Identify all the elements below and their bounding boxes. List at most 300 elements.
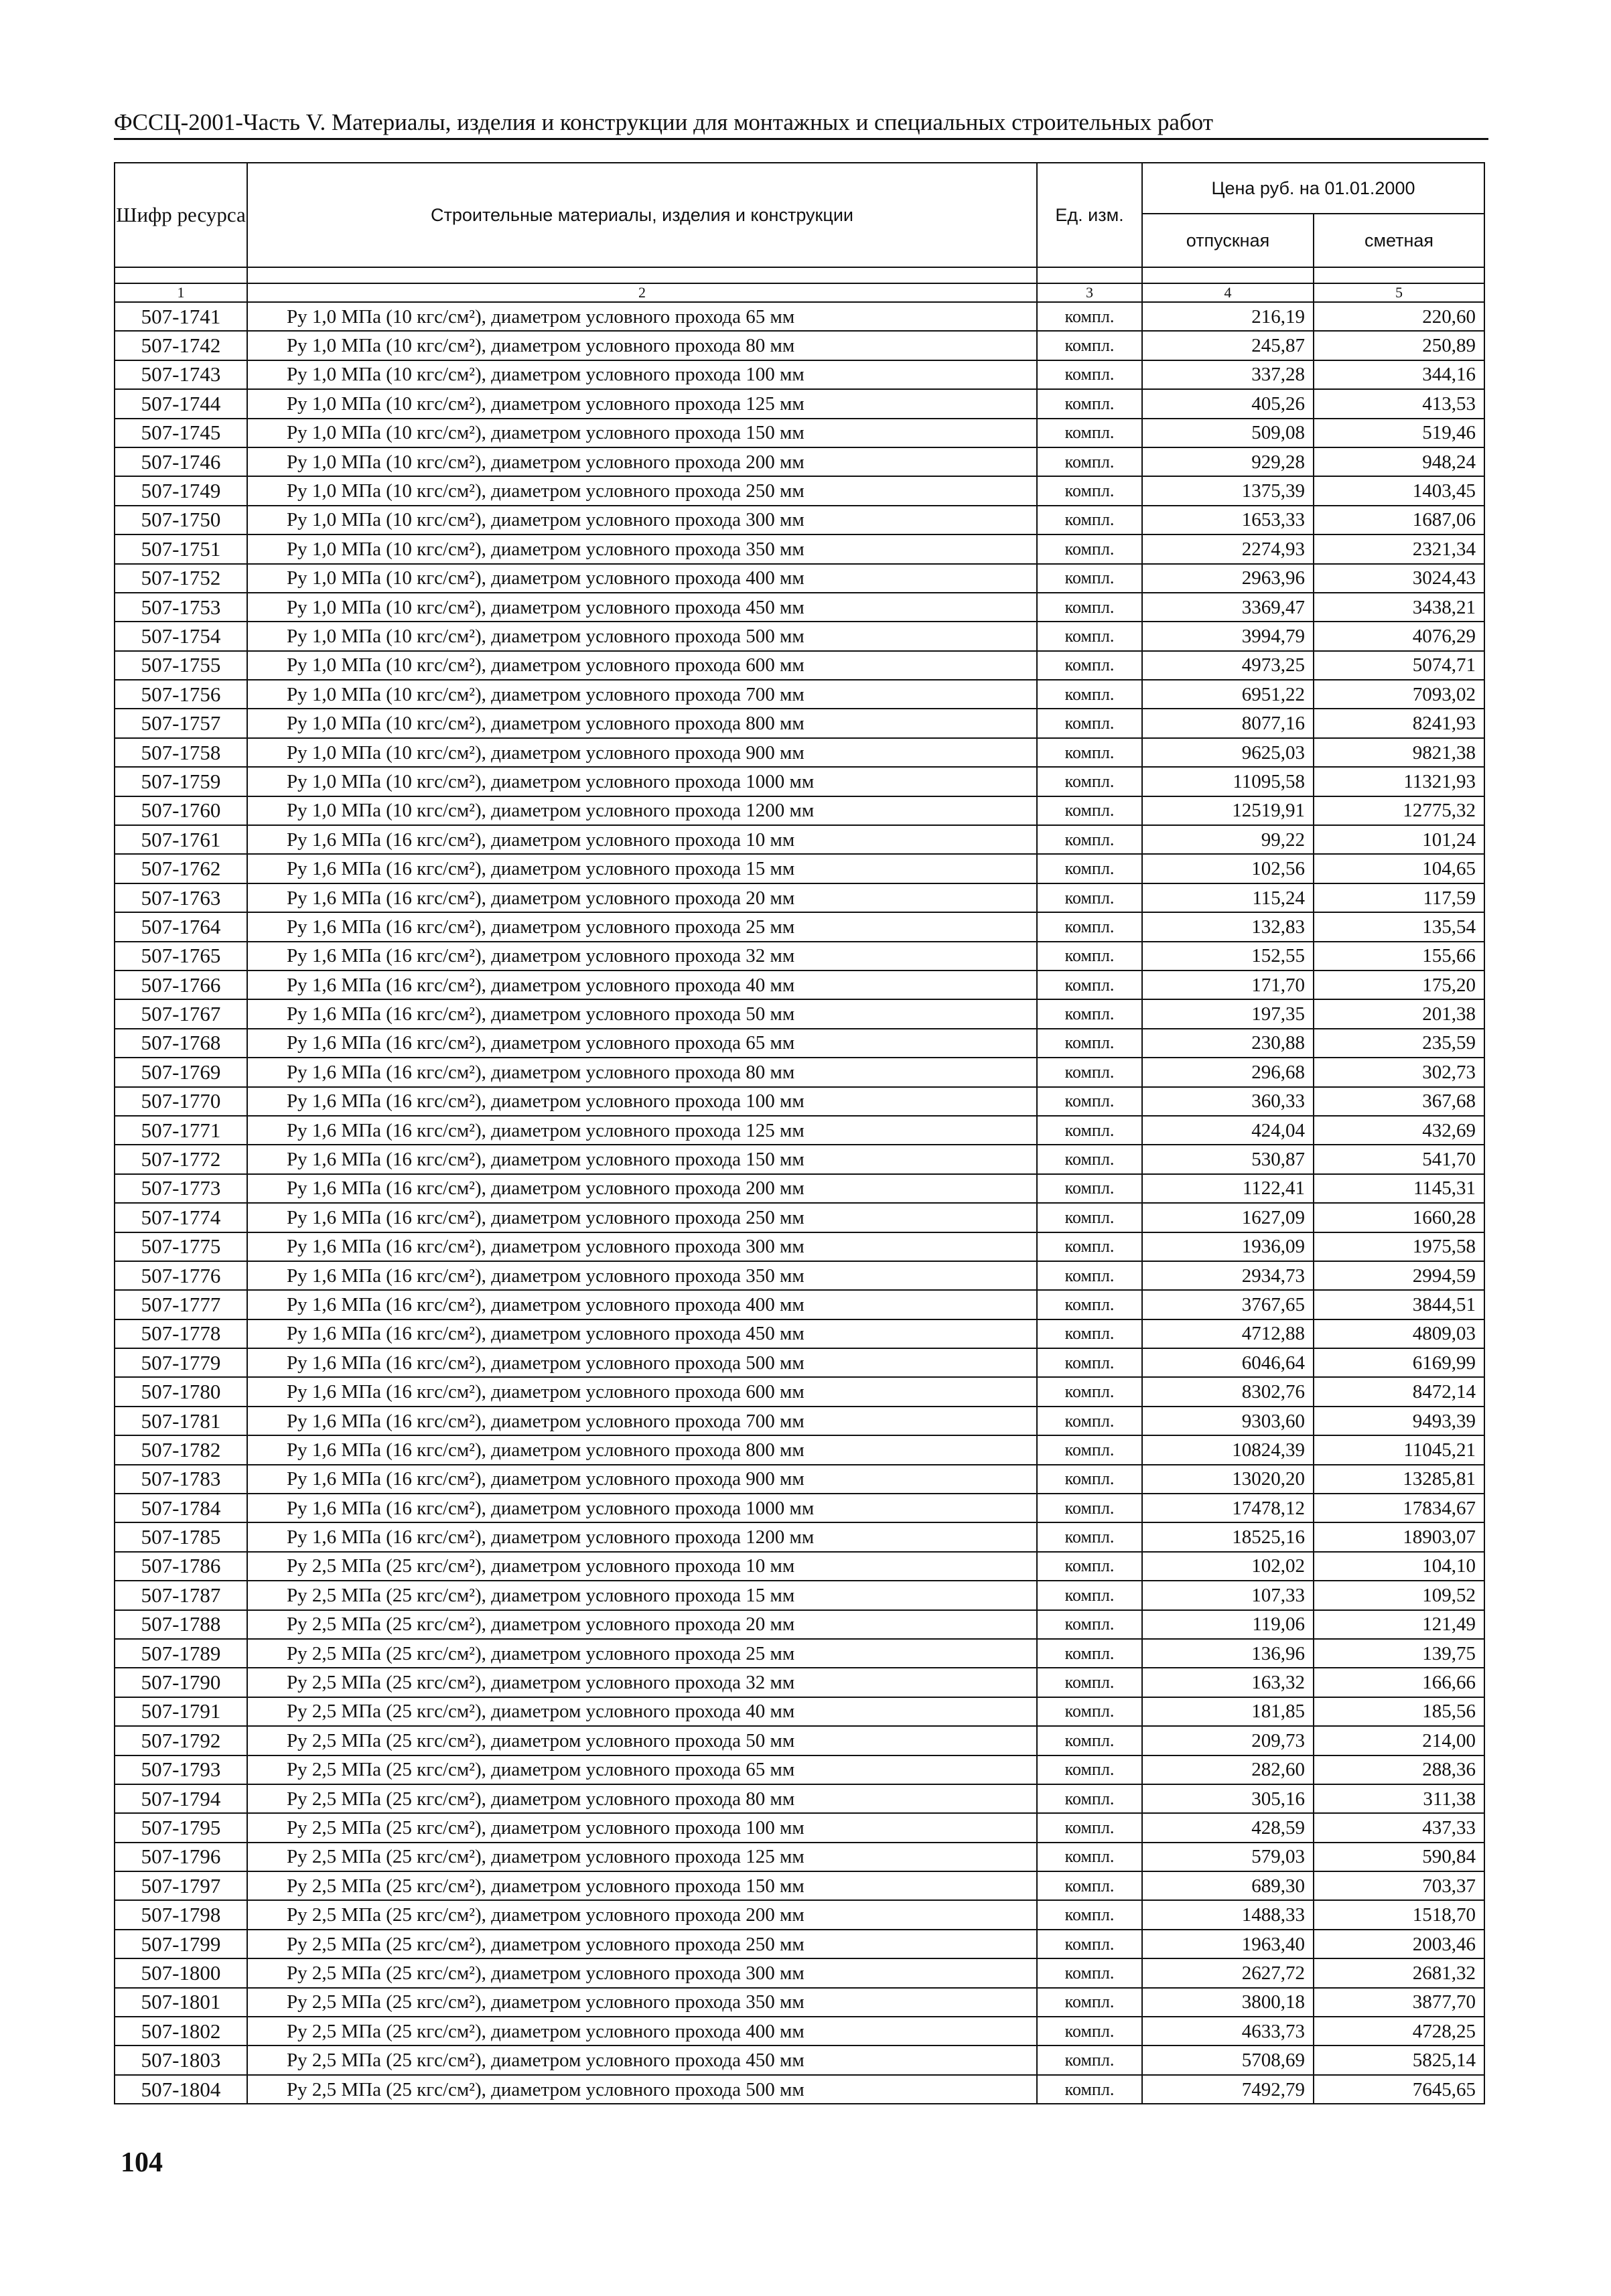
release-price-cell: 163,32: [1142, 1668, 1314, 1697]
description-cell: Ру 1,6 МПа (16 кгс/см²), диаметром условного прохода 300 мм: [247, 1232, 1037, 1261]
description-cell: Ру 1,0 МПа (10 кгс/см²), диаметром условного прохода 125 мм: [247, 389, 1037, 418]
release-price-cell: 6951,22: [1142, 680, 1314, 709]
unit-cell: компл.: [1037, 360, 1142, 389]
release-price-cell: 2934,73: [1142, 1261, 1314, 1290]
release-price-cell: 360,33: [1142, 1087, 1314, 1116]
release-price-cell: 509,08: [1142, 419, 1314, 447]
table-row: [115, 1435, 1484, 1464]
page-number: 104: [121, 2147, 163, 2178]
description-cell: Ру 1,0 МПа (10 кгс/см²), диаметром условного прохода 500 мм: [247, 622, 1037, 650]
table-row: [115, 1261, 1484, 1290]
header-rule: [114, 138, 1488, 140]
column-number-row: [115, 283, 1484, 302]
table-row: [115, 971, 1484, 999]
estimate-price-cell: 413,53: [1314, 389, 1484, 418]
release-price-cell: 3369,47: [1142, 593, 1314, 622]
description-cell: Ру 2,5 МПа (25 кгс/см²), диаметром условного прохода 100 мм: [247, 1813, 1037, 1842]
column-number: 2: [247, 283, 1037, 302]
release-price-cell: 2627,72: [1142, 1958, 1314, 1987]
table-row: [115, 2046, 1484, 2074]
release-price-cell: 1627,09: [1142, 1203, 1314, 1232]
estimate-price-cell: 109,52: [1314, 1581, 1484, 1609]
description-cell: Ру 1,6 МПа (16 кгс/см²), диаметром условного прохода 125 мм: [247, 1116, 1037, 1145]
release-price-cell: 3800,18: [1142, 1988, 1314, 2017]
description-cell: Ру 2,5 МПа (25 кгс/см²), диаметром условного прохода 200 мм: [247, 1900, 1037, 1929]
table-row: [115, 1348, 1484, 1377]
resource-code-cell: 507-1765: [115, 942, 247, 971]
unit-cell: компл.: [1037, 476, 1142, 505]
unit-cell: компл.: [1037, 1522, 1142, 1551]
table-row: [115, 999, 1484, 1028]
unit-cell: компл.: [1037, 767, 1142, 796]
release-price-cell: 9303,60: [1142, 1407, 1314, 1435]
resource-code-cell: 507-1795: [115, 1813, 247, 1842]
unit-cell: компл.: [1037, 680, 1142, 709]
unit-cell: компл.: [1037, 1290, 1142, 1319]
estimate-price-cell: 3024,43: [1314, 564, 1484, 593]
estimate-price-cell: 220,60: [1314, 302, 1484, 331]
estimate-price-cell: 344,16: [1314, 360, 1484, 389]
header-gap-row: [115, 267, 1484, 283]
table-row: [115, 1029, 1484, 1058]
estimate-price-cell: 13285,81: [1314, 1465, 1484, 1494]
resource-code-cell: 507-1800: [115, 1958, 247, 1987]
estimate-price-cell: 139,75: [1314, 1639, 1484, 1668]
estimate-price-cell: 104,65: [1314, 854, 1484, 883]
table-body: [115, 302, 1484, 2104]
release-price-cell: 7492,79: [1142, 2075, 1314, 2104]
unit-cell: компл.: [1037, 942, 1142, 971]
estimate-price-cell: 703,37: [1314, 1871, 1484, 1900]
document-header: ФССЦ-2001-Часть V. Материалы, изделия и конструкции для монтажных и специальных строительных работ: [114, 109, 1214, 135]
release-price-cell: 136,96: [1142, 1639, 1314, 1668]
column-number: 3: [1037, 283, 1142, 302]
header-code: Шифр ресурса: [115, 163, 247, 267]
estimate-price-cell: 3438,21: [1314, 593, 1484, 622]
release-price-cell: 1375,39: [1142, 476, 1314, 505]
unit-cell: компл.: [1037, 1145, 1142, 1173]
table-row: [115, 1726, 1484, 1755]
estimate-price-cell: 948,24: [1314, 447, 1484, 476]
table-row: [115, 1784, 1484, 1813]
resource-code-cell: 507-1762: [115, 854, 247, 883]
unit-cell: компл.: [1037, 1871, 1142, 1900]
estimate-price-cell: 135,54: [1314, 912, 1484, 941]
unit-cell: компл.: [1037, 1377, 1142, 1406]
release-price-cell: 296,68: [1142, 1058, 1314, 1086]
description-cell: Ру 2,5 МПа (25 кгс/см²), диаметром условного прохода 32 мм: [247, 1668, 1037, 1697]
unit-cell: компл.: [1037, 1668, 1142, 1697]
description-cell: Ру 1,6 МПа (16 кгс/см²), диаметром условного прохода 65 мм: [247, 1029, 1037, 1058]
estimate-price-cell: 11321,93: [1314, 767, 1484, 796]
estimate-price-cell: 2681,32: [1314, 1958, 1484, 1987]
description-cell: Ру 2,5 МПа (25 кгс/см²), диаметром условного прохода 150 мм: [247, 1871, 1037, 1900]
unit-cell: компл.: [1037, 2017, 1142, 2046]
resource-code-cell: 507-1794: [115, 1784, 247, 1813]
estimate-price-cell: 7645,65: [1314, 2075, 1484, 2104]
description-cell: Ру 1,6 МПа (16 кгс/см²), диаметром условного прохода 1000 мм: [247, 1494, 1037, 1522]
estimate-price-cell: 117,59: [1314, 883, 1484, 912]
unit-cell: компл.: [1037, 1726, 1142, 1755]
release-price-cell: 579,03: [1142, 1843, 1314, 1871]
estimate-price-cell: 437,33: [1314, 1813, 1484, 1842]
resource-code-cell: 507-1750: [115, 506, 247, 534]
estimate-price-cell: 9821,38: [1314, 738, 1484, 767]
estimate-price-cell: 214,00: [1314, 1726, 1484, 1755]
release-price-cell: 2274,93: [1142, 534, 1314, 563]
table-row: [115, 1522, 1484, 1551]
table-row: [115, 534, 1484, 563]
table-row: [115, 419, 1484, 447]
unit-cell: компл.: [1037, 1988, 1142, 2017]
estimate-price-cell: 1145,31: [1314, 1174, 1484, 1203]
resource-code-cell: 507-1783: [115, 1465, 247, 1494]
resource-code-cell: 507-1763: [115, 883, 247, 912]
description-cell: Ру 1,6 МПа (16 кгс/см²), диаметром условного прохода 100 мм: [247, 1087, 1037, 1116]
description-cell: Ру 1,6 МПа (16 кгс/см²), диаметром условного прохода 15 мм: [247, 854, 1037, 883]
release-price-cell: 424,04: [1142, 1116, 1314, 1145]
resource-code-cell: 507-1782: [115, 1435, 247, 1464]
release-price-cell: 119,06: [1142, 1610, 1314, 1639]
unit-cell: компл.: [1037, 883, 1142, 912]
unit-cell: компл.: [1037, 1843, 1142, 1871]
release-price-cell: 99,22: [1142, 825, 1314, 854]
resource-code-cell: 507-1757: [115, 709, 247, 737]
estimate-price-cell: 2994,59: [1314, 1261, 1484, 1290]
unit-cell: компл.: [1037, 1116, 1142, 1145]
estimate-price-cell: 4809,03: [1314, 1319, 1484, 1348]
description-cell: Ру 2,5 МПа (25 кгс/см²), диаметром условного прохода 450 мм: [247, 2046, 1037, 2074]
unit-cell: компл.: [1037, 389, 1142, 418]
unit-cell: компл.: [1037, 2046, 1142, 2074]
release-price-cell: 10824,39: [1142, 1435, 1314, 1464]
table-row: [115, 709, 1484, 737]
description-cell: Ру 1,6 МПа (16 кгс/см²), диаметром условного прохода 500 мм: [247, 1348, 1037, 1377]
resource-code-cell: 507-1749: [115, 476, 247, 505]
column-number: 5: [1314, 283, 1484, 302]
table-row: [115, 2075, 1484, 2104]
unit-cell: компл.: [1037, 593, 1142, 622]
release-price-cell: 12519,91: [1142, 796, 1314, 825]
resource-code-cell: 507-1755: [115, 651, 247, 680]
release-price-cell: 929,28: [1142, 447, 1314, 476]
table-row: [115, 680, 1484, 709]
description-cell: Ру 2,5 МПа (25 кгс/см²), диаметром условного прохода 20 мм: [247, 1610, 1037, 1639]
resource-code-cell: 507-1759: [115, 767, 247, 796]
description-cell: Ру 1,6 МПа (16 кгс/см²), диаметром условного прохода 600 мм: [247, 1377, 1037, 1406]
estimate-price-cell: 250,89: [1314, 331, 1484, 360]
resource-code-cell: 507-1788: [115, 1610, 247, 1639]
release-price-cell: 1488,33: [1142, 1900, 1314, 1929]
release-price-cell: 3767,65: [1142, 1290, 1314, 1319]
table-row: [115, 1174, 1484, 1203]
unit-cell: компл.: [1037, 1319, 1142, 1348]
resource-code-cell: 507-1752: [115, 564, 247, 593]
resource-code-cell: 507-1773: [115, 1174, 247, 1203]
resource-code-cell: 507-1779: [115, 1348, 247, 1377]
estimate-price-cell: 18903,07: [1314, 1522, 1484, 1551]
estimate-price-cell: 201,38: [1314, 999, 1484, 1028]
description-cell: Ру 1,0 МПа (10 кгс/см²), диаметром условного прохода 900 мм: [247, 738, 1037, 767]
description-cell: Ру 2,5 МПа (25 кгс/см²), диаметром условного прохода 50 мм: [247, 1726, 1037, 1755]
release-price-cell: 8302,76: [1142, 1377, 1314, 1406]
release-price-cell: 197,35: [1142, 999, 1314, 1028]
header-name: Строительные материалы, изделия и конструкции: [247, 163, 1037, 267]
table-row: [115, 1581, 1484, 1609]
resource-code-cell: 507-1781: [115, 1407, 247, 1435]
description-cell: Ру 1,6 МПа (16 кгс/см²), диаметром условного прохода 800 мм: [247, 1435, 1037, 1464]
unit-cell: компл.: [1037, 1755, 1142, 1784]
description-cell: Ру 2,5 МПа (25 кгс/см²), диаметром условного прохода 25 мм: [247, 1639, 1037, 1668]
table-row: [115, 1668, 1484, 1697]
description-cell: Ру 1,6 МПа (16 кгс/см²), диаметром условного прохода 350 мм: [247, 1261, 1037, 1290]
column-number: 4: [1142, 283, 1314, 302]
unit-cell: компл.: [1037, 1203, 1142, 1232]
release-price-cell: 102,02: [1142, 1552, 1314, 1581]
estimate-price-cell: 288,36: [1314, 1755, 1484, 1784]
estimate-price-cell: 8241,93: [1314, 709, 1484, 737]
resource-code-cell: 507-1743: [115, 360, 247, 389]
unit-cell: компл.: [1037, 709, 1142, 737]
release-price-cell: 1122,41: [1142, 1174, 1314, 1203]
estimate-price-cell: 185,56: [1314, 1697, 1484, 1726]
table-row: [115, 1145, 1484, 1173]
unit-cell: компл.: [1037, 2075, 1142, 2104]
estimate-price-cell: 3844,51: [1314, 1290, 1484, 1319]
description-cell: Ру 2,5 МПа (25 кгс/см²), диаметром условного прохода 40 мм: [247, 1697, 1037, 1726]
description-cell: Ру 1,6 МПа (16 кгс/см²), диаметром условного прохода 200 мм: [247, 1174, 1037, 1203]
estimate-price-cell: 367,68: [1314, 1087, 1484, 1116]
table-row: [115, 912, 1484, 941]
estimate-price-cell: 155,66: [1314, 942, 1484, 971]
estimate-price-cell: 175,20: [1314, 971, 1484, 999]
resource-code-cell: 507-1760: [115, 796, 247, 825]
estimate-price-cell: 6169,99: [1314, 1348, 1484, 1377]
resource-code-cell: 507-1770: [115, 1087, 247, 1116]
estimate-price-cell: 1975,58: [1314, 1232, 1484, 1261]
table-row: [115, 854, 1484, 883]
release-price-cell: 132,83: [1142, 912, 1314, 941]
table-row: [115, 1639, 1484, 1668]
description-cell: Ру 1,0 МПа (10 кгс/см²), диаметром условного прохода 80 мм: [247, 331, 1037, 360]
description-cell: Ру 1,0 МПа (10 кгс/см²), диаметром условного прохода 150 мм: [247, 419, 1037, 447]
table-row: [115, 1552, 1484, 1581]
resource-code-cell: 507-1764: [115, 912, 247, 941]
table-row: [115, 1465, 1484, 1494]
unit-cell: компл.: [1037, 854, 1142, 883]
table-row: [115, 1958, 1484, 1987]
description-cell: Ру 1,0 МПа (10 кгс/см²), диаметром условного прохода 450 мм: [247, 593, 1037, 622]
release-price-cell: 9625,03: [1142, 738, 1314, 767]
release-price-cell: 102,56: [1142, 854, 1314, 883]
release-price-cell: 245,87: [1142, 331, 1314, 360]
release-price-cell: 6046,64: [1142, 1348, 1314, 1377]
table-row: [115, 1058, 1484, 1086]
estimate-price-cell: 5074,71: [1314, 651, 1484, 680]
release-price-cell: 1936,09: [1142, 1232, 1314, 1261]
release-price-cell: 216,19: [1142, 302, 1314, 331]
table-row: [115, 1871, 1484, 1900]
resource-code-cell: 507-1742: [115, 331, 247, 360]
release-price-cell: 4973,25: [1142, 651, 1314, 680]
estimate-price-cell: 121,49: [1314, 1610, 1484, 1639]
unit-cell: компл.: [1037, 1435, 1142, 1464]
description-cell: Ру 1,0 МПа (10 кгс/см²), диаметром условного прохода 250 мм: [247, 476, 1037, 505]
release-price-cell: 1653,33: [1142, 506, 1314, 534]
description-cell: Ру 1,0 МПа (10 кгс/см²), диаметром условного прохода 800 мм: [247, 709, 1037, 737]
table-row: [115, 302, 1484, 331]
resource-code-cell: 507-1780: [115, 1377, 247, 1406]
unit-cell: компл.: [1037, 419, 1142, 447]
table-row: [115, 2017, 1484, 2046]
description-cell: Ру 1,6 МПа (16 кгс/см²), диаметром условного прохода 10 мм: [247, 825, 1037, 854]
release-price-cell: 337,28: [1142, 360, 1314, 389]
description-cell: Ру 2,5 МПа (25 кгс/см²), диаметром условного прохода 400 мм: [247, 2017, 1037, 2046]
unit-cell: компл.: [1037, 1494, 1142, 1522]
table-row: [115, 1319, 1484, 1348]
table-row: [115, 1813, 1484, 1842]
unit-cell: компл.: [1037, 1261, 1142, 1290]
description-cell: Ру 1,6 МПа (16 кгс/см²), диаметром условного прохода 450 мм: [247, 1319, 1037, 1348]
resource-code-cell: 507-1761: [115, 825, 247, 854]
table-row: [115, 506, 1484, 534]
release-price-cell: 282,60: [1142, 1755, 1314, 1784]
resource-code-cell: 507-1784: [115, 1494, 247, 1522]
release-price-cell: 4712,88: [1142, 1319, 1314, 1348]
description-cell: Ру 1,6 МПа (16 кгс/см²), диаметром условного прохода 40 мм: [247, 971, 1037, 999]
resource-code-cell: 507-1801: [115, 1988, 247, 2017]
unit-cell: компл.: [1037, 534, 1142, 563]
unit-cell: компл.: [1037, 738, 1142, 767]
header-price-estimate: сметная: [1314, 214, 1484, 267]
unit-cell: компл.: [1037, 1784, 1142, 1813]
resource-code-cell: 507-1767: [115, 999, 247, 1028]
unit-cell: компл.: [1037, 1465, 1142, 1494]
table-row: [115, 1290, 1484, 1319]
resource-code-cell: 507-1789: [115, 1639, 247, 1668]
estimate-price-cell: 311,38: [1314, 1784, 1484, 1813]
release-price-cell: 2963,96: [1142, 564, 1314, 593]
resource-code-cell: 507-1745: [115, 419, 247, 447]
description-cell: Ру 2,5 МПа (25 кгс/см²), диаметром условного прохода 80 мм: [247, 1784, 1037, 1813]
unit-cell: компл.: [1037, 1407, 1142, 1435]
unit-cell: компл.: [1037, 1900, 1142, 1929]
release-price-cell: 18525,16: [1142, 1522, 1314, 1551]
estimate-price-cell: 2321,34: [1314, 534, 1484, 563]
resource-code-cell: 507-1753: [115, 593, 247, 622]
description-cell: Ру 2,5 МПа (25 кгс/см²), диаметром условного прохода 65 мм: [247, 1755, 1037, 1784]
description-cell: Ру 1,6 МПа (16 кгс/см²), диаметром условного прохода 900 мм: [247, 1465, 1037, 1494]
unit-cell: компл.: [1037, 622, 1142, 650]
release-price-cell: 405,26: [1142, 389, 1314, 418]
unit-cell: компл.: [1037, 1087, 1142, 1116]
resource-code-cell: 507-1776: [115, 1261, 247, 1290]
price-table: [114, 162, 1485, 2104]
estimate-price-cell: 7093,02: [1314, 680, 1484, 709]
unit-cell: компл.: [1037, 1958, 1142, 1987]
description-cell: Ру 1,0 МПа (10 кгс/см²), диаметром условного прохода 200 мм: [247, 447, 1037, 476]
unit-cell: компл.: [1037, 1610, 1142, 1639]
estimate-price-cell: 17834,67: [1314, 1494, 1484, 1522]
release-price-cell: 689,30: [1142, 1871, 1314, 1900]
table-row: [115, 1755, 1484, 1784]
table-row: [115, 593, 1484, 622]
header-price-group: Цена руб. на 01.01.2000: [1142, 163, 1484, 214]
estimate-price-cell: 1660,28: [1314, 1203, 1484, 1232]
unit-cell: компл.: [1037, 1930, 1142, 1958]
unit-cell: компл.: [1037, 825, 1142, 854]
unit-cell: компл.: [1037, 1174, 1142, 1203]
description-cell: Ру 2,5 МПа (25 кгс/см²), диаметром условного прохода 500 мм: [247, 2075, 1037, 2104]
unit-cell: компл.: [1037, 1581, 1142, 1609]
release-price-cell: 1963,40: [1142, 1930, 1314, 1958]
unit-cell: компл.: [1037, 971, 1142, 999]
unit-cell: компл.: [1037, 1348, 1142, 1377]
description-cell: Ру 1,6 МПа (16 кгс/см²), диаметром условного прохода 250 мм: [247, 1203, 1037, 1232]
resource-code-cell: 507-1792: [115, 1726, 247, 1755]
table-row: [115, 389, 1484, 418]
resource-code-cell: 507-1774: [115, 1203, 247, 1232]
estimate-price-cell: 1403,45: [1314, 476, 1484, 505]
estimate-price-cell: 4076,29: [1314, 622, 1484, 650]
unit-cell: компл.: [1037, 1029, 1142, 1058]
resource-code-cell: 507-1785: [115, 1522, 247, 1551]
estimate-price-cell: 1518,70: [1314, 1900, 1484, 1929]
unit-cell: компл.: [1037, 447, 1142, 476]
resource-code-cell: 507-1758: [115, 738, 247, 767]
table-row: [115, 1988, 1484, 2017]
resource-code-cell: 507-1769: [115, 1058, 247, 1086]
release-price-cell: 3994,79: [1142, 622, 1314, 650]
estimate-price-cell: 590,84: [1314, 1843, 1484, 1871]
table-row: [115, 738, 1484, 767]
resource-code-cell: 507-1793: [115, 1755, 247, 1784]
release-price-cell: 152,55: [1142, 942, 1314, 971]
estimate-price-cell: 432,69: [1314, 1116, 1484, 1145]
table-row: [115, 447, 1484, 476]
description-cell: Ру 2,5 МПа (25 кгс/см²), диаметром условного прохода 125 мм: [247, 1843, 1037, 1871]
release-price-cell: 305,16: [1142, 1784, 1314, 1813]
description-cell: Ру 2,5 МПа (25 кгс/см²), диаметром условного прохода 300 мм: [247, 1958, 1037, 1987]
resource-code-cell: 507-1778: [115, 1319, 247, 1348]
description-cell: Ру 1,0 МПа (10 кгс/см²), диаметром условного прохода 100 мм: [247, 360, 1037, 389]
description-cell: Ру 1,6 МПа (16 кгс/см²), диаметром условного прохода 20 мм: [247, 883, 1037, 912]
table-row: [115, 1494, 1484, 1522]
table-row: [115, 1232, 1484, 1261]
description-cell: Ру 1,6 МПа (16 кгс/см²), диаметром условного прохода 80 мм: [247, 1058, 1037, 1086]
resource-code-cell: 507-1798: [115, 1900, 247, 1929]
table-row: [115, 360, 1484, 389]
resource-code-cell: 507-1790: [115, 1668, 247, 1697]
estimate-price-cell: 104,10: [1314, 1552, 1484, 1581]
table-row: [115, 1900, 1484, 1929]
unit-cell: компл.: [1037, 1058, 1142, 1086]
resource-code-cell: 507-1802: [115, 2017, 247, 2046]
resource-code-cell: 507-1771: [115, 1116, 247, 1145]
estimate-price-cell: 8472,14: [1314, 1377, 1484, 1406]
resource-code-cell: 507-1791: [115, 1697, 247, 1726]
estimate-price-cell: 235,59: [1314, 1029, 1484, 1058]
release-price-cell: 17478,12: [1142, 1494, 1314, 1522]
table-row: [115, 1843, 1484, 1871]
resource-code-cell: 507-1756: [115, 680, 247, 709]
release-price-cell: 8077,16: [1142, 709, 1314, 737]
description-cell: Ру 1,6 МПа (16 кгс/см²), диаметром условного прохода 1200 мм: [247, 1522, 1037, 1551]
estimate-price-cell: 302,73: [1314, 1058, 1484, 1086]
unit-cell: компл.: [1037, 1232, 1142, 1261]
unit-cell: компл.: [1037, 331, 1142, 360]
table-row: [115, 1116, 1484, 1145]
